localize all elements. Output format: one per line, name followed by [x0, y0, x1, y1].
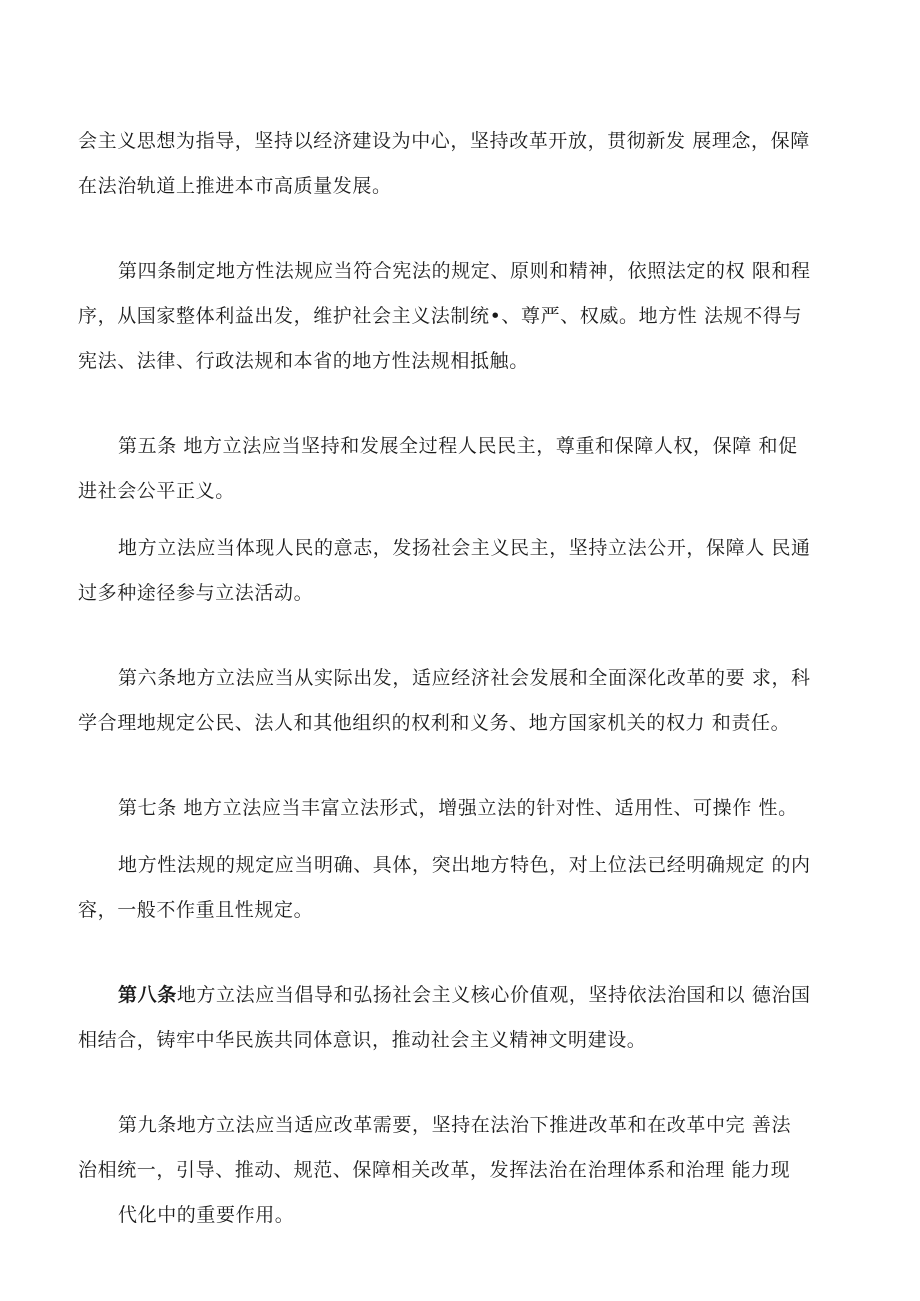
article-text: 地方立法应当倡导和弘扬社会主义核心价值观，坚持依法治国和以 德治国: [176, 984, 811, 1006]
text-line: 相结合，铸牢中华民族共同体意识，推动社会主义精神文明建设。: [78, 1029, 647, 1051]
paragraph-article-9: [78, 1103, 838, 1238]
text-line: 学合理地规定公民、法人和其他组织的权利和义务、地方国家机关的权力 和责任。: [78, 712, 791, 734]
text-line: 第七条 地方立法应当丰富立法形式，增强立法的针对性、适用性、可操作 性。: [118, 797, 798, 819]
text-line: 治相统一，引导、推动、规范、保障相关改革，发挥法治在治理体系和治理 能力现: [78, 1159, 791, 1181]
paragraph-article-7: [78, 786, 838, 831]
paragraph-article-8: [78, 973, 838, 1063]
text-line: 第九条地方立法应当适应改革需要，坚持在法治下推进改革和在改革中完 善法: [118, 1114, 792, 1136]
text-line: 会主义思想为指导，坚持以经济建设为中心，坚持改革开放，贯彻新发 展理念，保障: [78, 130, 810, 152]
text-line: [78, 973, 838, 1018]
paragraph-article-6: [78, 656, 838, 746]
text-line: 容，一般不作重且性规定。: [78, 899, 314, 921]
text-line: 过多种途径参与立法活动。: [78, 582, 314, 604]
text-line: 第五条 地方立法应当坚持和发展全过程人民民主，尊重和保障人权，保障 和促: [118, 435, 798, 457]
paragraph-article-4: [78, 249, 838, 384]
text-line: 第六条地方立法应当从实际出发，适应经济社会发展和全面深化改革的要 求，科: [118, 667, 811, 689]
text-line: 代化中的重要作用。: [118, 1204, 295, 1226]
paragraph-article-5: [78, 424, 838, 514]
text-line: 第四条制定地方性法规应当符合宪法的规定、原则和精神，依照法定的权 限和程: [118, 260, 811, 282]
article-label: 第八条: [118, 984, 177, 1006]
text-line: 宪法、法律、行政法规和本省的地方性法规相抵触。: [78, 350, 529, 372]
paragraph-article-7-clause-2: [78, 843, 838, 933]
text-line: 地方性法规的规定应当明确、具体，突出地方特色，对上位法已经明确规定 的内: [118, 854, 811, 876]
text-line: 地方立法应当体现人民的意志，发扬社会主义民主，坚持立法公开，保障人 民通: [118, 537, 811, 559]
paragraph-article-5-clause-2: [78, 526, 838, 616]
paragraph-continuation: [78, 119, 838, 209]
text-line: 在法治轨道上推进本市高质量发展。: [78, 175, 392, 197]
document-page: [78, 119, 838, 1238]
text-line: 序，从国家整体利益出发，维护社会主义法制统•、尊严、权威。地方性 法规不得与: [78, 305, 803, 327]
text-line: 进社会公平正义。: [78, 480, 235, 502]
